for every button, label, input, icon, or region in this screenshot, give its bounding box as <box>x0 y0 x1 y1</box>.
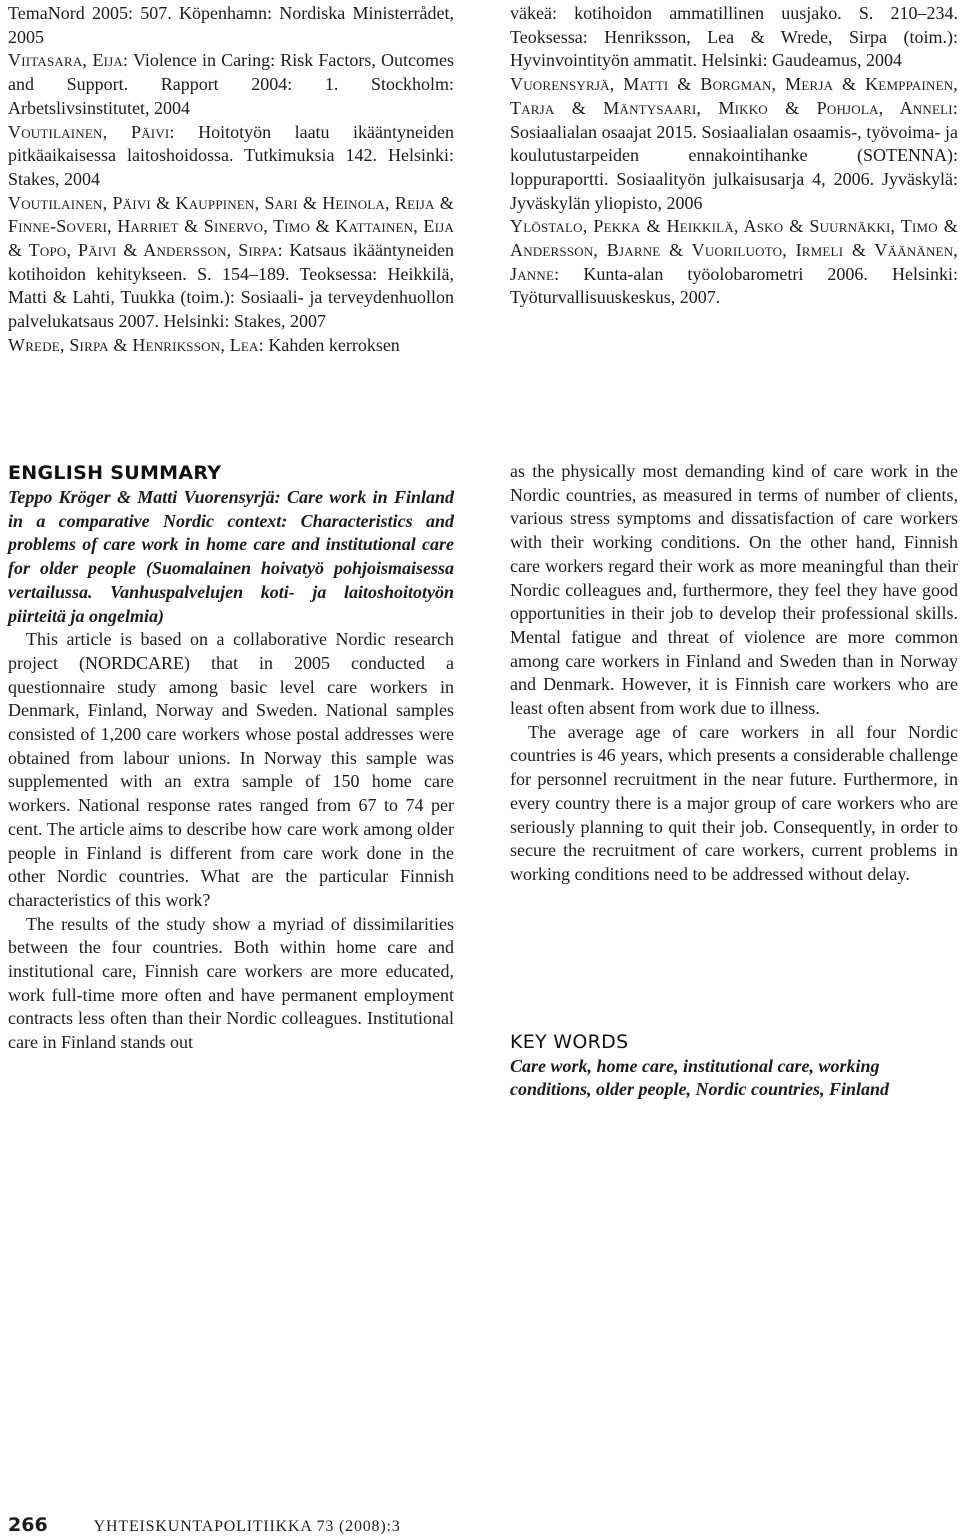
reference-entry <box>8 49 454 120</box>
reference-authors: Voutilainen, Päivi & Kauppinen, Sari & Heinola, Reija & Finne-Soveri, Harriet & Sinervo, Timo & Kattainen, Eija & Topo, Päivi & Andersson, Sirpa: <box>8 192 454 261</box>
reference-text: Katsaus ikääntyneiden kotihoidon kehitykseen. S. 154–189. Teoksessa: Heikkilä, Matti & Lahti, Tuukka (toim.): Sosiaali- ja terveydenhuollon palvelukatsaus 2007. Helsinki: Stakes, 2007 <box>8 240 454 332</box>
article-title: Teppo Kröger & Matti Vuorensyrjä: Care work in Finland in a comparative Nordic context: Characteristics and problems of care work in home care and institutional care for older people (Suomalainen hoivatyö pohjoismaisessa vertailussa. Vanhuspalvelujen koti- ja laitoshoitotyön piirteitä ja ongelmia) <box>8 487 454 626</box>
reference-text: Kunta-alan työolobarometri 2006. Helsinki: Työturvallisuuskeskus, 2007. <box>510 263 958 308</box>
summary-right-column <box>510 460 958 1102</box>
reference-entry <box>8 192 454 334</box>
reference-authors: Viitasara, Eija: <box>8 50 129 71</box>
reference-entry <box>510 215 958 310</box>
reference-authors: Wrede, Sirpa & Henriksson, Lea: <box>8 334 264 355</box>
page-number: 266 <box>8 1514 48 1536</box>
reference-entry <box>8 2 454 49</box>
summary-heading: ENGLISH SUMMARY <box>8 462 222 484</box>
keywords-section <box>510 1029 958 1102</box>
reference-authors: Voutilainen, Päivi: <box>8 121 175 142</box>
reference-text: Hoitotyön laatu ikääntyneiden pitkäaikaisessa laitoshoidossa. Tutkimuksia 142. Helsinki: Stakes, 2004 <box>8 121 454 189</box>
summary-paragraph: as the physically most demanding kind of care work in the Nordic countries, as measured in terms of number of clients, various stress symptoms and dissatisfaction of care workers with their working conditions. On the other hand, Finnish care workers regard their work as more meaningful than their Nordic colleagues and, furthermore, they feel they have good opportunities in their job to develop their professional skills. Mental fatigue and threat of violence are more common among care workers in Finland and Sweden than in Norway and Denmark. However, it is Finnish care workers who are least often absent from work due to illness. <box>510 461 958 719</box>
reference-authors: Ylöstalo, Pekka & Heikkilä, Asko & Suurnäkki, Timo & Andersson, Bjarne & Vuoriluoto, Irmeli & Väänänen, Janne: <box>510 216 958 284</box>
reference-text: Violence in Caring: Risk Factors, Outcomes and Support. Rapport 2004: 1. Stockholm: Arbetslivsinstitutet, 2004 <box>8 50 454 118</box>
journal-name: YHTEISKUNTAPOLITIIKKA 73 (2008):3 <box>93 1518 401 1535</box>
references-right-column <box>510 2 958 310</box>
reference-text: Sosiaalialan osaajat 2015. Sosiaalialan osaamis-, työvoima- ja koulutustarpeiden ennakointihanke (SOTENNA): loppuraportti. Sosiaalityön julkaisusarja 4, 2006. Jyväskylä: Jyväskylän yliopisto, 2006 <box>510 121 958 213</box>
summary-paragraph: The results of the study show a myriad of dissimilarities between the four countries. Both within home care and institutional care, Finnish care workers are more educated, work full-time more often and have permanent employment contracts less often than their Nordic colleagues. Institutional care in Finland stands out <box>8 913 454 1053</box>
summary-paragraph: This article is based on a collaborative Nordic research project (NORDCARE) that in 2005 conducted a questionnaire study among basic level care workers in Denmark, Finland, Norway and Sweden. National samples consisted of 1,200 care workers whose postal addresses were obtained from labour unions. In Norway this sample was supplemented with an extra sample of 150 home care workers. National response rates ranged from 67 to 74 per cent. The article aims to describe how care work among older people in Finland is different from care work done in the other Nordic countries. What are the particular Finnish characteristics of this work? <box>8 629 454 910</box>
page-footer <box>8 1515 948 1537</box>
reference-entry <box>510 2 958 73</box>
summary-left-column <box>8 460 454 1055</box>
reference-text: Kahden kerroksen <box>263 334 400 355</box>
reference-text: väkeä: kotihoidon ammatillinen uusjako. S. 210–234. Teoksessa: Henriksson, Lea & Wrede, Sirpa (toim.): Hyvinvointityön ammatit. Helsinki: Gaudeamus, 2004 <box>510 3 958 71</box>
summary-paragraph: The average age of care workers in all four Nordic countries is 46 years, which presents a considerable challenge for personnel recruitment in the near future. Furthermore, in every country there is a major group of care workers who are seriously planning to quit their job. Consequently, in order to secure the recruitment of care workers, current problems in working conditions need to be addressed without delay. <box>510 721 958 884</box>
keywords-heading: KEY WORDS <box>510 1030 629 1053</box>
keywords-text: Care work, home care, institutional care, working conditions, older people, Nordic countries, Finland <box>510 1055 890 1100</box>
reference-entry <box>8 121 454 192</box>
reference-entry <box>8 334 454 358</box>
reference-text: TemaNord 2005: 507. Köpenhamn: Nordiska Ministerrådet, 2005 <box>8 3 454 47</box>
reference-authors: Vuorensyrjä, Matti & Borgman, Merja & Kemppainen, Tarja & Mäntysaari, Mikko & Pohjola, Anneli: <box>510 74 958 118</box>
references-left-column <box>8 2 454 358</box>
reference-entry <box>510 73 958 215</box>
